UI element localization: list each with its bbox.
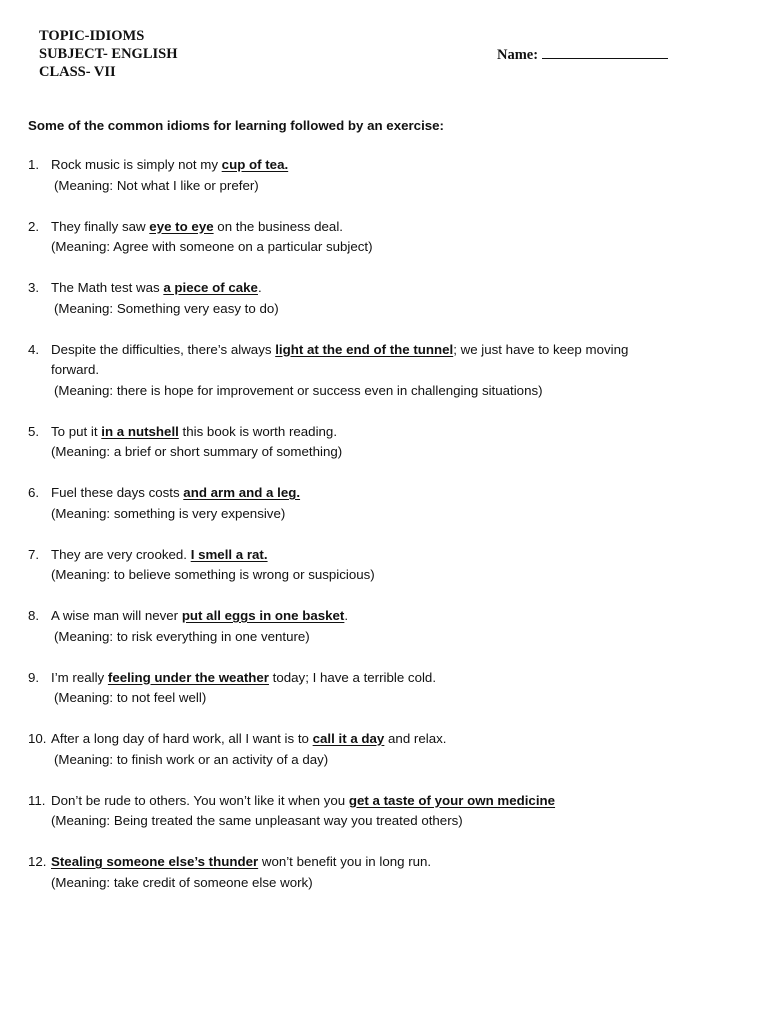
- idiom-meaning: (Meaning: to finish work or an activity of a day): [54, 751, 329, 767]
- name-blank-line[interactable]: [542, 45, 668, 59]
- item-number: 4.: [28, 341, 40, 357]
- intro-text: Some of the common idioms for learning followed by an exercise:: [28, 118, 444, 133]
- idiom-phrase: cup of tea.: [221, 157, 289, 172]
- sentence-text-after: this book is worth reading.: [178, 423, 338, 439]
- name-label: Name:: [497, 47, 539, 63]
- idiom-meaning: (Meaning: Being treated the same unpleasant way you treated others): [51, 813, 463, 828]
- topic-heading: TOPIC-IDIOMS: [39, 28, 145, 44]
- item-number: 6.: [28, 485, 40, 500]
- idiom-meaning: (Meaning: to risk everything in one venture): [54, 628, 310, 644]
- list-item: [28, 278, 668, 319]
- list-item: [28, 340, 668, 402]
- item-number: 1.: [28, 157, 40, 172]
- idiom-meaning: (Meaning: take credit of someone else work): [51, 874, 313, 890]
- example-sentence: [51, 342, 628, 378]
- idiom-phrase: feeling under the weather: [107, 669, 269, 685]
- idiom-meaning: (Meaning: Something very easy to do): [54, 300, 279, 316]
- sentence-text-before: After a long day of hard work, all I want is to: [51, 731, 313, 746]
- list-item: [28, 852, 668, 893]
- list-item: [28, 791, 668, 832]
- list-item: [28, 668, 668, 709]
- sentence-text-after: ; we just have to keep moving forward.: [51, 341, 629, 377]
- example-sentence: [51, 485, 300, 500]
- sentence-text-before: Despite the difficulties, there’s always: [51, 341, 276, 357]
- idiom-phrase: eye to eye: [149, 218, 214, 234]
- sentence-text-after: .: [257, 280, 262, 295]
- list-item: [28, 545, 668, 586]
- item-number: 7.: [28, 546, 40, 562]
- item-number: 10.: [28, 731, 47, 746]
- example-sentence: [51, 157, 288, 172]
- idiom-phrase: Stealing someone else’s thunder: [51, 854, 259, 869]
- item-number: 8.: [28, 608, 40, 623]
- sentence-text-after: today; I have a terrible cold.: [268, 669, 437, 685]
- example-sentence: [51, 608, 348, 623]
- example-sentence: [51, 793, 555, 808]
- example-sentence: [51, 280, 262, 295]
- example-sentence: [51, 670, 436, 685]
- list-item: [28, 217, 668, 258]
- class-heading: CLASS- VII: [39, 64, 116, 80]
- idiom-phrase: and arm and a leg.: [183, 485, 301, 500]
- sentence-text-before: I’m really: [51, 669, 108, 685]
- example-sentence: [51, 731, 446, 746]
- idiom-meaning: (Meaning: Agree with someone on a particular subject): [51, 239, 373, 254]
- sentence-text-before: A wise man will never: [51, 608, 182, 623]
- sentence-text-before: To put it: [51, 423, 102, 439]
- item-number: 12.: [28, 854, 47, 869]
- idiom-meaning: (Meaning: something is very expensive): [51, 505, 286, 521]
- idiom-phrase: light at the end of the tunnel: [275, 341, 454, 357]
- document-header: [39, 27, 177, 81]
- idiom-list: [28, 155, 668, 914]
- example-sentence: [51, 219, 343, 234]
- sentence-text-after: on the business deal.: [213, 218, 343, 234]
- idiom-meaning: (Meaning: to not feel well): [54, 690, 207, 705]
- idiom-phrase: get a taste of your own medicine: [348, 792, 556, 808]
- idiom-phrase: call it a day: [312, 731, 385, 746]
- idiom-phrase: in a nutshell: [101, 423, 179, 439]
- example-sentence: [51, 424, 337, 439]
- list-item: [28, 483, 668, 524]
- item-number: 5.: [28, 423, 40, 439]
- idiom-meaning: (Meaning: a brief or short summary of something): [51, 444, 343, 459]
- item-number: 3.: [28, 280, 40, 295]
- list-item: [28, 422, 668, 463]
- idiom-phrase: a piece of cake: [163, 280, 258, 295]
- sentence-text-before: Don’t be rude to others. You won’t like it when you: [51, 792, 349, 808]
- idiom-meaning: (Meaning: Not what I like or prefer): [54, 177, 259, 193]
- example-sentence: [51, 547, 268, 562]
- idiom-phrase: I smell a rat.: [190, 546, 268, 562]
- example-sentence: [51, 854, 431, 869]
- idiom-meaning: (Meaning: there is hope for improvement or success even in challenging situations): [54, 382, 543, 398]
- list-item: [28, 729, 668, 770]
- item-number: 9.: [28, 669, 40, 685]
- sentence-text-before: The Math test was: [51, 280, 164, 295]
- sentence-text-before: Rock music is simply not my: [51, 157, 222, 172]
- idiom-phrase: put all eggs in one basket: [181, 608, 345, 623]
- sentence-text-after: .: [344, 608, 349, 623]
- sentence-text-before: Fuel these days costs: [51, 485, 184, 500]
- item-number: 2.: [28, 218, 40, 234]
- idiom-meaning: (Meaning: to believe something is wrong or suspicious): [51, 567, 375, 582]
- sentence-text-after: and relax.: [384, 731, 447, 746]
- list-item: [28, 155, 668, 196]
- name-field[interactable]: [497, 45, 668, 64]
- subject-heading: SUBJECT- ENGLISH: [39, 46, 178, 62]
- item-number: 11.: [28, 792, 46, 808]
- sentence-text-before: They are very crooked.: [51, 546, 191, 562]
- sentence-text-before: They finally saw: [51, 218, 150, 234]
- sentence-text-after: won’t benefit you in long run.: [258, 854, 432, 869]
- list-item: [28, 606, 668, 647]
